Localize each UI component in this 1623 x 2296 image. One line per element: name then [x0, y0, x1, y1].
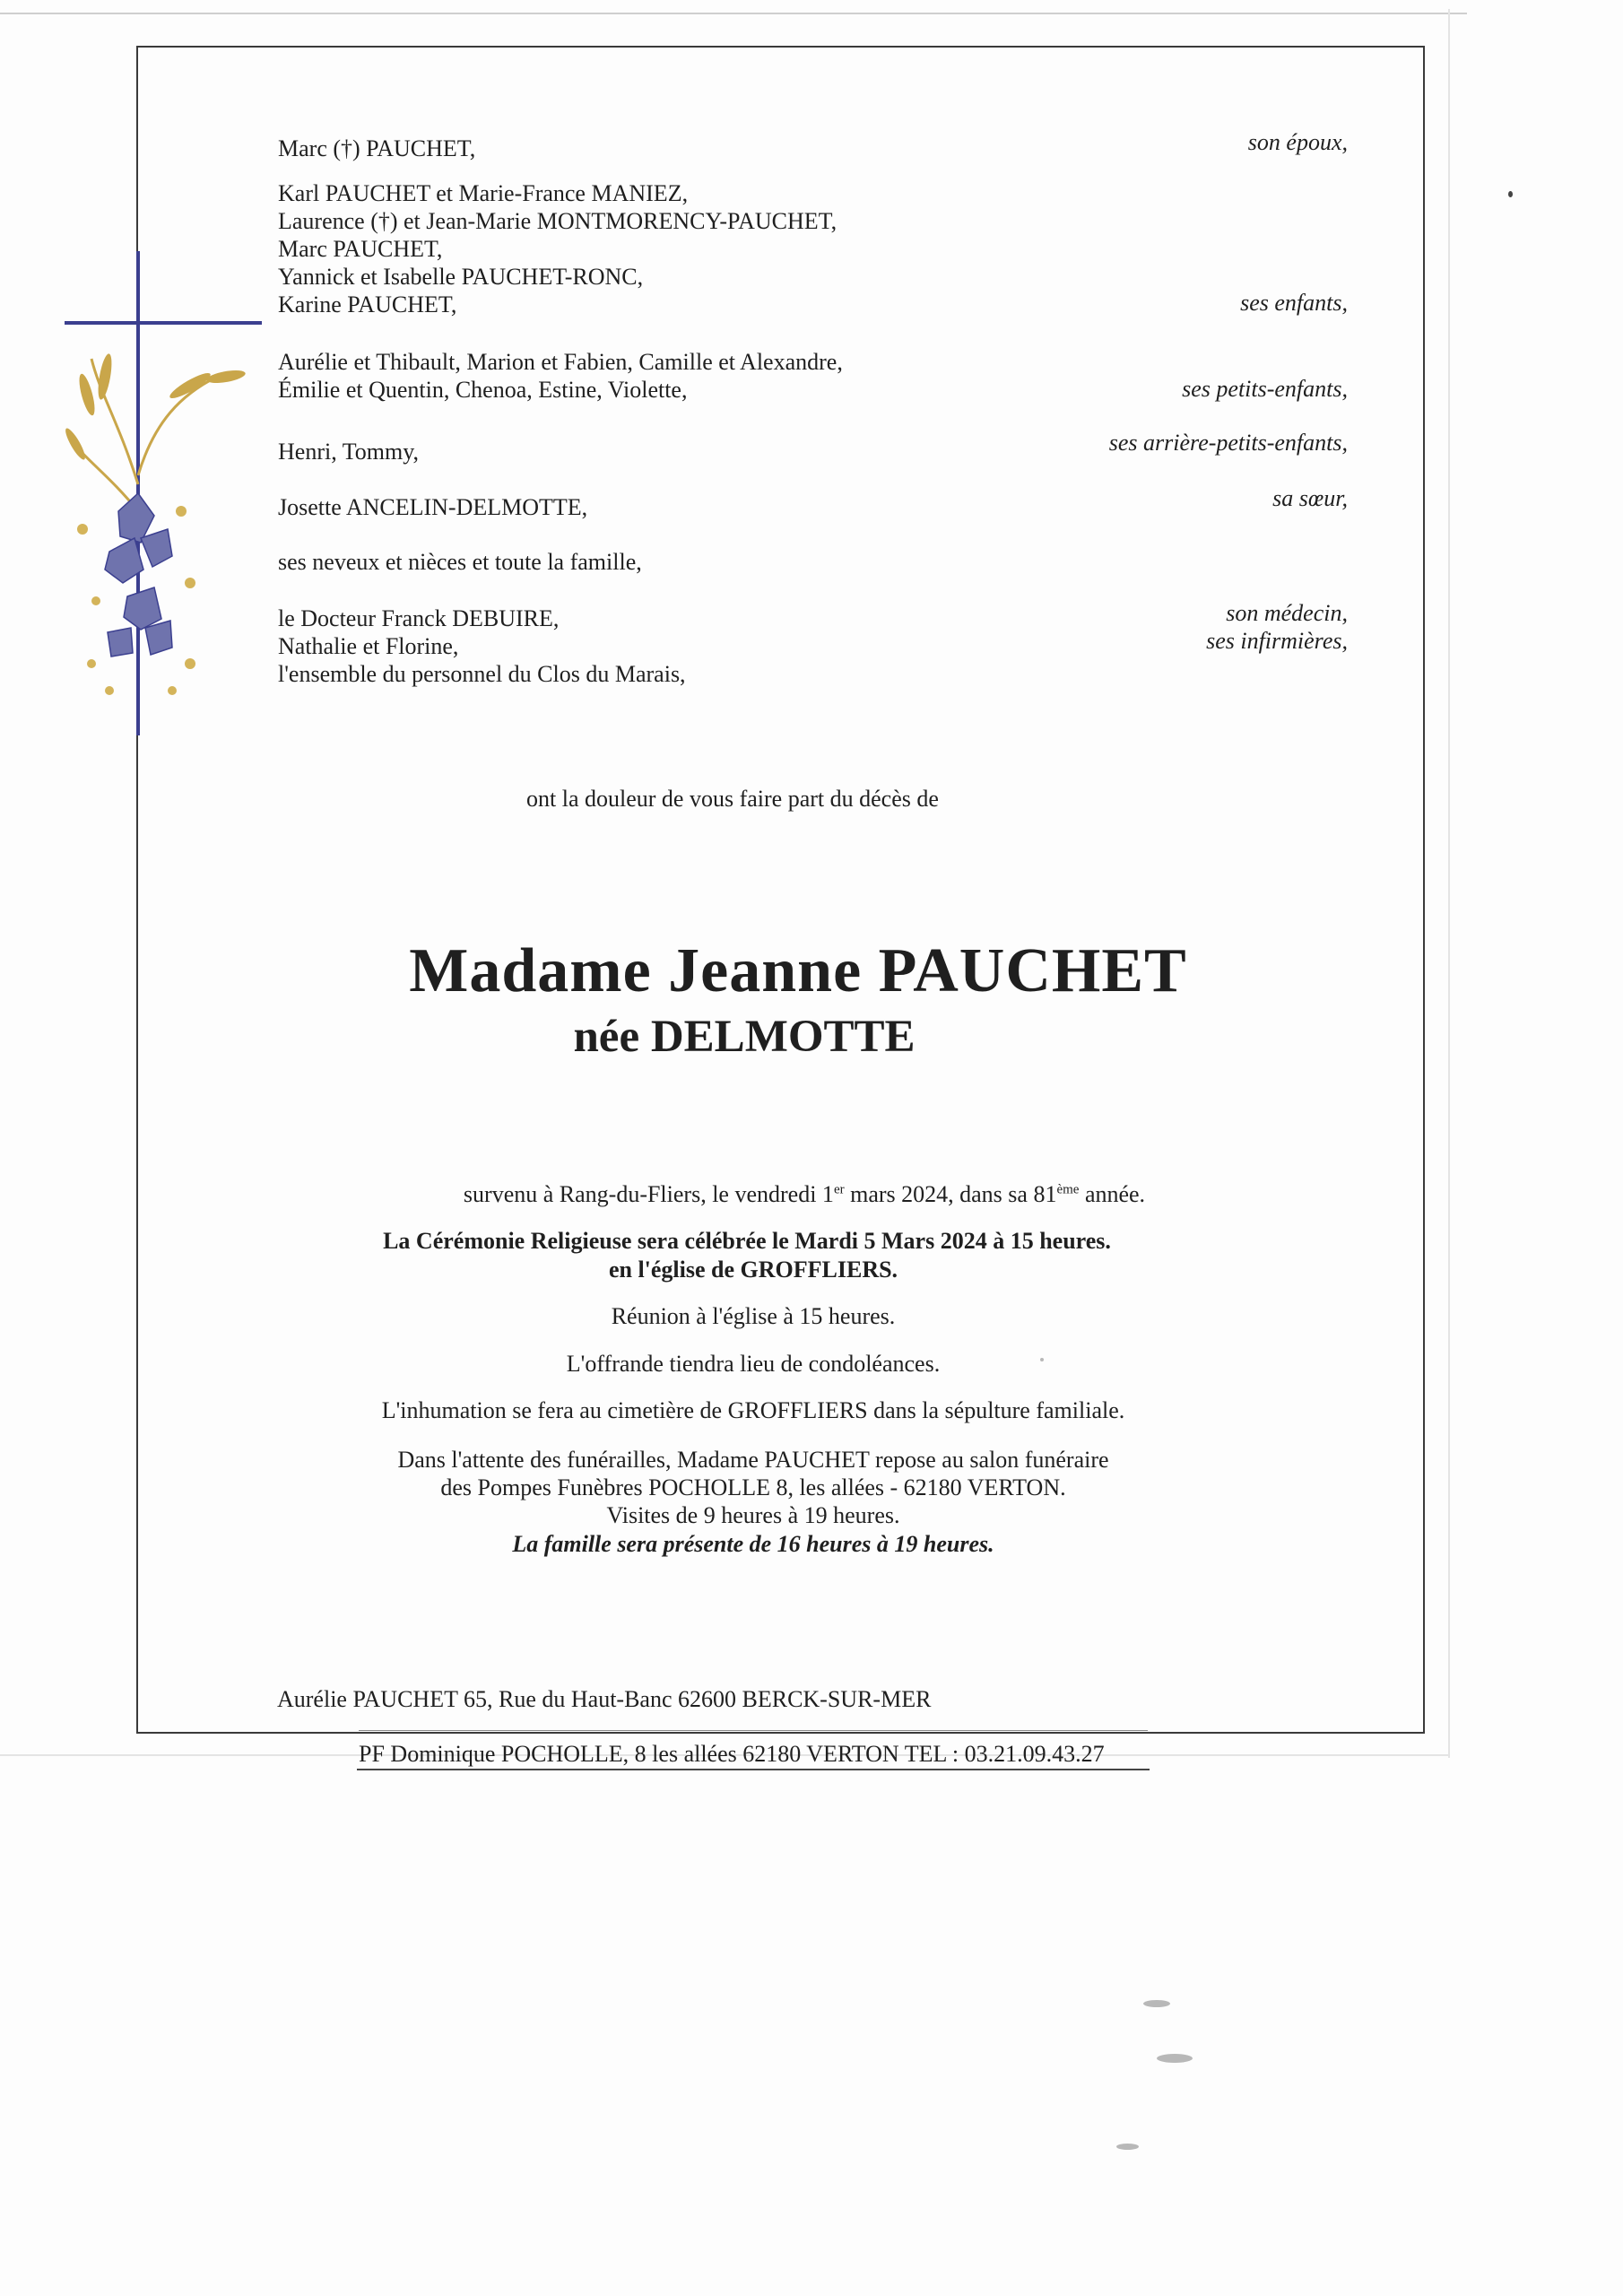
- family-presence: La famille sera présente de 16 heures à 19 heures.: [512, 1531, 994, 1557]
- family-names-great-grandchildren: [278, 438, 419, 465]
- scan-speck: [1143, 2000, 1170, 2007]
- family-names-grandchildren: [278, 348, 843, 404]
- scan-speck: [1157, 2054, 1193, 2063]
- pf-underline: [357, 1769, 1150, 1770]
- deceased-name: Madame Jeanne PAUCHET: [409, 936, 1187, 1005]
- family-line: Laurence (†) et Jean-Marie MONTMORENCY-PAUCHET,: [278, 208, 838, 234]
- family-line: Josette ANCELIN-DELMOTTE,: [278, 494, 588, 520]
- contact-address: Aurélie PAUCHET 65, Rue du Haut-Banc 62600 BERCK-SUR-MER: [277, 1686, 932, 1712]
- scan-top-edge: [0, 13, 1467, 14]
- family-line: Karine PAUCHET,: [278, 291, 457, 317]
- family-line: Marc (†) PAUCHET,: [278, 135, 476, 161]
- funeral-home-info: [0, 1446, 1565, 1529]
- family-line: Karl PAUCHET et Marie-France MANIEZ,: [278, 180, 689, 206]
- death-notice-sup: er: [833, 1182, 845, 1197]
- family-names-spouse: [278, 135, 475, 162]
- death-notice-sup: ème: [1056, 1182, 1080, 1197]
- death-notice-part: survenu à Rang-du-Fliers, le vendredi 1: [463, 1181, 834, 1207]
- ceremony-line: La Cérémonie Religieuse sera célébrée le Mardi 5 Mars 2024 à 15 heures.: [383, 1228, 1111, 1254]
- family-line: Henri, Tommy,: [278, 439, 420, 465]
- family-line: le Docteur Franck DEBUIRE,: [278, 605, 560, 631]
- relation-sister: sa sœur,: [1272, 485, 1348, 511]
- deceased-maiden-name: née DELMOTTE: [573, 1012, 916, 1062]
- relation-medical: [1206, 599, 1348, 655]
- funeral-home-line: Dans l'attente des funérailles, Madame PAUCHET repose au salon funéraire: [397, 1447, 1109, 1473]
- pf-info: PF Dominique POCHOLLE, 8 les allées 62180 VERTON TEL : 03.21.09.43.27: [359, 1741, 1105, 1767]
- intro-text: ont la douleur de vous faire part du décès de: [526, 786, 939, 812]
- relation-spouse: son époux,: [1247, 129, 1348, 155]
- relation-great-grandchildren: ses arrière-petits-enfants,: [1108, 430, 1348, 456]
- funeral-home-line: des Pompes Funèbres POCHOLLE 8, les allées - 62180 VERTON.: [440, 1474, 1066, 1500]
- family-names-medical: [278, 604, 686, 688]
- scan-speck: [1508, 191, 1513, 197]
- offrande-text: L'offrande tiendra lieu de condoléances.: [566, 1351, 941, 1377]
- death-notice-part: mars 2024, dans sa 81: [844, 1181, 1057, 1207]
- relation-line: ses infirmières,: [1206, 628, 1348, 654]
- inhumation-text: L'inhumation se fera au cimetière de GROFFLIERS dans la sépulture familiale.: [381, 1397, 1125, 1423]
- scan-speck: [1116, 2144, 1139, 2150]
- relation-grandchildren: ses petits-enfants,: [1182, 376, 1348, 402]
- death-notice: [0, 1180, 1616, 1208]
- cross-floral-icon: [56, 242, 307, 744]
- family-line: Yannick et Isabelle PAUCHET-RONC,: [278, 264, 644, 290]
- scan-speck: [1040, 1358, 1044, 1361]
- funeral-home-line: Visites de 9 heures à 19 heures.: [606, 1502, 900, 1528]
- family-line: Nathalie et Florine,: [278, 633, 459, 659]
- wheat-ears: [63, 352, 247, 461]
- pf-rule: [359, 1730, 1148, 1731]
- family-line: l'ensemble du personnel du Clos du Marais,: [278, 661, 686, 687]
- family-names-children: [278, 179, 837, 318]
- relation-children: ses enfants,: [1240, 290, 1348, 316]
- family-line: Aurélie et Thibault, Marion et Fabien, Camille et Alexandre,: [278, 349, 843, 375]
- ceremony-church: en l'église de GROFFLIERS.: [608, 1257, 898, 1283]
- family-names-extended: [278, 548, 642, 576]
- family-names-sister: [278, 493, 587, 521]
- reunion-text: Réunion à l'église à 15 heures.: [611, 1303, 896, 1329]
- cross-horizontal: [65, 321, 262, 325]
- family-line: ses neveux et nièces et toute la famille,: [278, 549, 642, 575]
- family-line: Marc PAUCHET,: [278, 236, 443, 262]
- family-line: Émilie et Quentin, Chenoa, Estine, Violette,: [278, 377, 688, 403]
- relation-line: son médecin,: [1226, 600, 1348, 626]
- death-notice-part: année.: [1079, 1181, 1146, 1207]
